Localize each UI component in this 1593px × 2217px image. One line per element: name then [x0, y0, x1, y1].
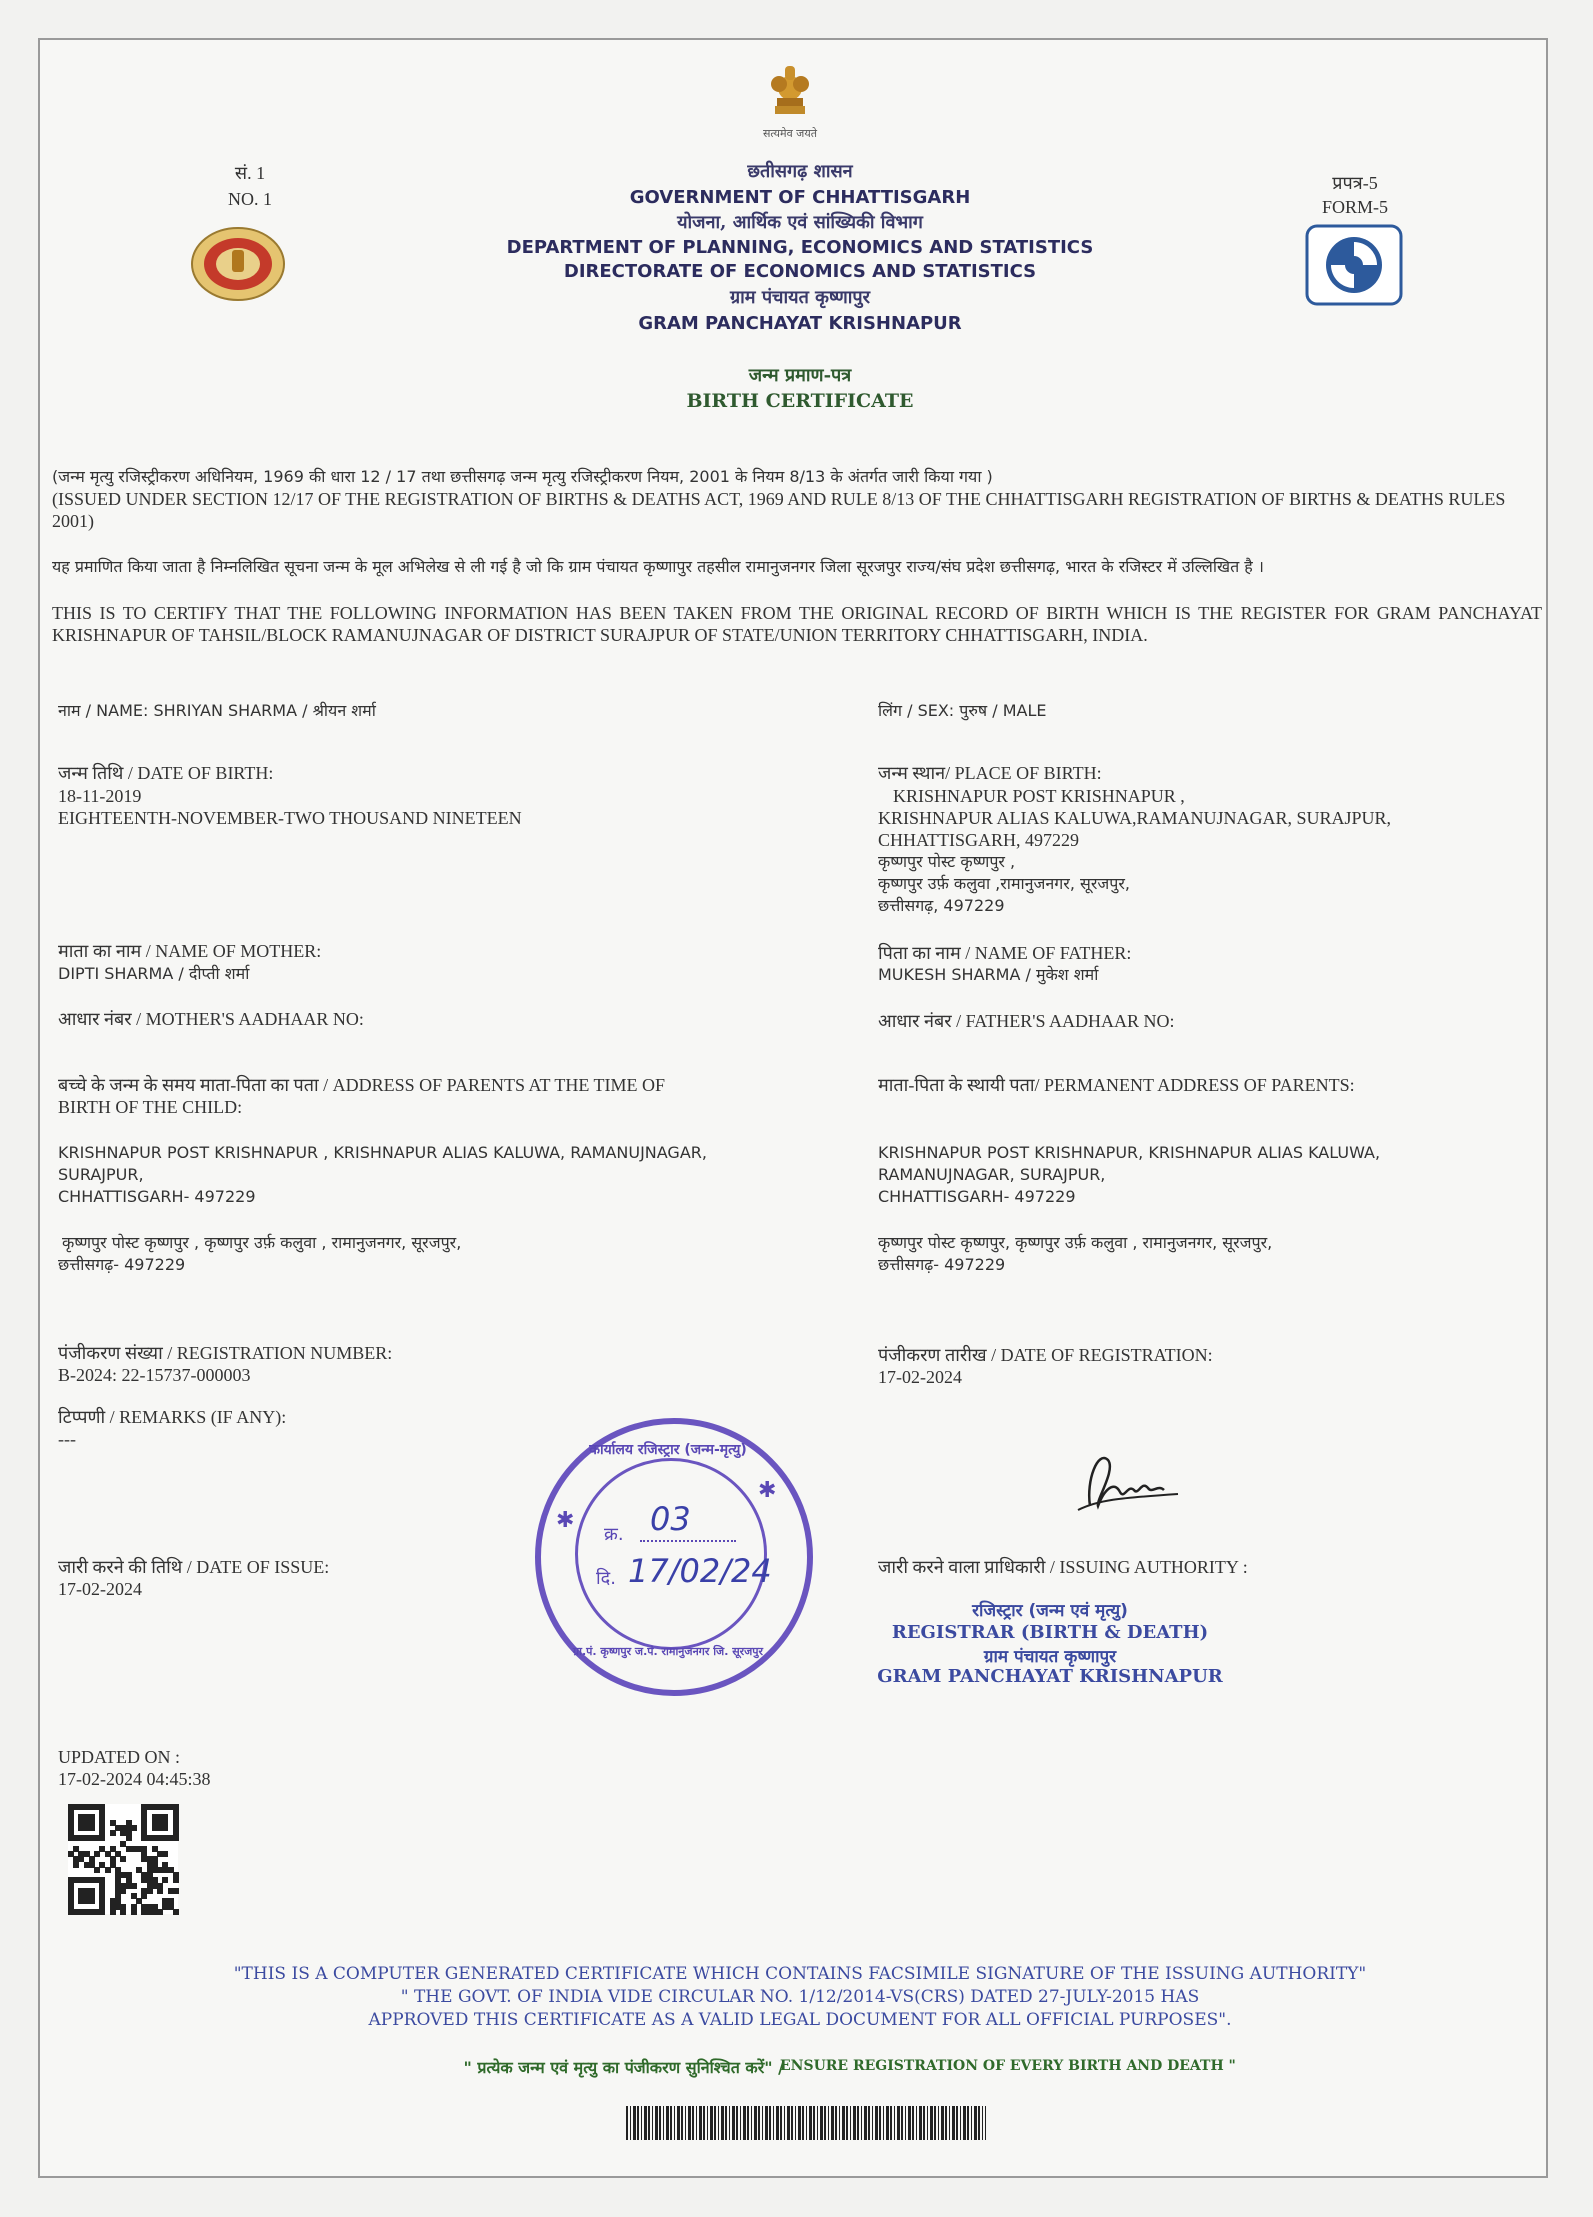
address-at-birth-hi-1: कृष्णपुर पोस्ट कृष्णपुर , कृष्णपुर उर्फ़ कलुवा , रामानुजनगर, सूरजपुर, [62, 1233, 462, 1252]
issuing-authority-label: जारी करने वाला प्राधिकारी / ISSUING AUTHORITY : [878, 1557, 1248, 1577]
form-hindi: प्रपत्र-5 [1332, 173, 1378, 193]
pob-line-4: कृष्णपुर पोस्ट कृष्णपुर , [878, 852, 1016, 871]
qr-module [131, 1883, 137, 1889]
qr-module [162, 1877, 168, 1883]
stamp-top-text: कार्यालय रजिस्ट्रार (जन्म-मृत्यु) [589, 1442, 747, 1458]
state-seal-icon [190, 226, 286, 302]
qr-module [162, 1825, 168, 1831]
permanent-address-en-1: KRISHNAPUR POST KRISHNAPUR, KRISHNAPUR ALIAS KALUWA, [878, 1143, 1381, 1162]
pob-line-3: CHHATTISGARH, 497229 [878, 830, 1080, 850]
registration-date-label: पंजीकरण तारीख / DATE OF REGISTRATION: [878, 1345, 1213, 1365]
permanent-address-hi-2: छत्तीसगढ़- 497229 [878, 1255, 1006, 1274]
qr-module [73, 1862, 79, 1868]
address-at-birth-en-1: KRISHNAPUR POST KRISHNAPUR , KRISHNAPUR ALIAS KALUWA, RAMANUJNAGAR, [58, 1143, 707, 1162]
stamp-star-left: ✱ [556, 1508, 575, 1533]
emblem-motto: सत्यमेव जयते [762, 127, 817, 140]
qr-module [157, 1888, 163, 1894]
dob-label: जन्म तिथि / DATE OF BIRTH: [58, 763, 274, 783]
qr-module [141, 1893, 147, 1899]
pob-line-5: कृष्णपुर उर्फ़ कलुवा ,रामानुजनगर, सूरजपुर, [878, 874, 1130, 893]
permanent-address-en-3: CHHATTISGARH- 497229 [878, 1187, 1076, 1206]
qr-module [126, 1835, 132, 1841]
panchayat-hindi: ग्राम पंचायत कृष्णापुर [729, 287, 870, 308]
stamp-bottom-text: ग्रा.पं. कृष्णपुर ज.पं. रामानुजनगर जि. सूरजपुर [572, 1645, 764, 1658]
qr-code[interactable] [68, 1804, 178, 1914]
qr-module [147, 1888, 153, 1894]
certificate-title-english: BIRTH CERTIFICATE [686, 390, 914, 412]
stamp-number-value: 03 [650, 1500, 691, 1538]
qr-module [89, 1825, 95, 1831]
qr-module [110, 1909, 116, 1915]
registration-number-label: पंजीकरण संख्या / REGISTRATION NUMBER: [58, 1343, 393, 1363]
number-english: NO. 1 [228, 189, 272, 209]
father-aadhaar-label: आधार नंबर / FATHER'S AADHAAR NO: [878, 1011, 1175, 1031]
form-english: FORM-5 [1321, 197, 1388, 217]
permanent-address-hi-1: कृष्णपुर पोस्ट कृष्णपुर, कृष्णपुर उर्फ़ कलुवा , रामानुजनगर, सूरजपुर, [878, 1233, 1273, 1252]
qr-module [120, 1856, 126, 1862]
pob-line-6: छत्तीसगढ़, 497229 [878, 896, 1005, 915]
address-at-birth-label-1: बच्चे के जन्म के समय माता-पिता का पता / ADDRESS OF PARENTS AT THE TIME OF [58, 1075, 666, 1095]
national-emblem-icon [765, 62, 815, 124]
qr-module [131, 1909, 137, 1915]
footer-line-2: " THE GOVT. OF INDIA VIDE CIRCULAR NO. 1/12/2014-VS(CRS) DATED 27-JULY-2015 HAS [400, 1987, 1200, 2007]
qr-module [89, 1898, 95, 1904]
issued-under-english: (ISSUED UNDER SECTION 12/17 OF THE REGISTRATION OF BIRTHS & DEATHS ACT, 1969 AND RULE 8/13 OF THE CHHATTISGARH REGISTRATION OF BIRTHS & DEATHS RULES 2001) [52, 489, 1506, 531]
qr-module [110, 1830, 116, 1836]
updated-on-label: UPDATED ON : [58, 1747, 181, 1767]
authority-hindi: रजिस्ट्रार (जन्म एवं मृत्यु) [972, 1601, 1128, 1621]
mother-name-value: DIPTI SHARMA / दीप्ती शर्मा [58, 964, 250, 983]
qr-module [120, 1888, 126, 1894]
qr-module [173, 1909, 179, 1915]
stamp-number-prefix: क्र. [604, 1524, 624, 1545]
state-name-hindi: छतीसगढ़ शासन [747, 161, 853, 182]
dob-value: 18-11-2019 [58, 786, 142, 806]
authority-english: REGISTRAR (BIRTH & DEATH) [891, 1622, 1209, 1643]
authority-panchayat-english: GRAM PANCHAYAT KRISHNAPUR [877, 1666, 1223, 1687]
dob-words: EIGHTEENTH-NOVEMBER-TWO THOUSAND NINETEEN [58, 808, 522, 828]
qr-module [99, 1909, 105, 1915]
qr-module [120, 1909, 126, 1915]
registration-number-value: B-2024: 22-15737-000003 [58, 1365, 251, 1385]
stamp-star-right: ✱ [758, 1478, 777, 1503]
footer-line-1: "THIS IS A COMPUTER GENERATED CERTIFICATE WHICH CONTAINS FACSIMILE SIGNATURE OF THE ISSUING AUTHORITY" [233, 1964, 1367, 1984]
mother-name-label: माता का नाम / NAME OF MOTHER: [58, 941, 322, 961]
permanent-address-label: माता-पिता के स्थायी पता/ PERMANENT ADDRESS OF PARENTS: [878, 1075, 1355, 1095]
address-at-birth-label-2: BIRTH OF THE CHILD: [58, 1097, 243, 1117]
directorate-english: DIRECTORATE OF ECONOMICS AND STATISTICS [563, 261, 1037, 282]
state-name-english: GOVERNMENT OF CHHATTISGARH [629, 187, 971, 208]
qr-module [173, 1877, 179, 1883]
father-name-label: पिता का नाम / NAME OF FATHER: [878, 943, 1132, 963]
slogan-english: ENSURE REGISTRATION OF EVERY BIRTH AND DEATH " [780, 2058, 1236, 2074]
signature-icon [1068, 1440, 1188, 1530]
qr-module [94, 1867, 100, 1873]
certify-hindi: यह प्रमाणित किया जाता है निम्नलिखित सूचना जन्म के मूल अभिलेख से ली गई है जो कि ग्राम पंचायत कृष्णापुर तहसील रामानुजनगर जिला सूरजपुर राज्य/संघ प्रदेश छत्तीसगढ़, भारत के रजिस्टर में उल्लिखित है । [52, 557, 1264, 576]
pob-line-2: KRISHNAPUR ALIAS KALUWA,RAMANUJNAGAR, SURAJPUR, [878, 808, 1392, 828]
child-name: नाम / NAME: SHRIYAN SHARMA / श्रीयन शर्मा [58, 701, 376, 720]
department-hindi: योजना, आर्थिक एवं सांख्यिकी विभाग [677, 212, 923, 233]
certify-english: THIS IS TO CERTIFY THAT THE FOLLOWING INFORMATION HAS BEEN TAKEN FROM THE ORIGINAL RECORD OF BIRTH WHICH IS THE REGISTER FOR GRAM PANCHAYAT KRISHNAPUR OF TAHSIL/BLOCK RAMANUJNAGAR OF DISTRICT SURAJPUR OF STATE/UNION TERRITORY CHHATTISGARH, INDIA. [52, 603, 1542, 645]
permanent-address-en-2: RAMANUJNAGAR, SURAJPUR, [878, 1165, 1106, 1184]
crs-logo-icon [1305, 224, 1403, 306]
stamp-number-underline [640, 1540, 736, 1542]
qr-module [173, 1888, 179, 1894]
qr-module [131, 1825, 137, 1831]
qr-module [94, 1851, 100, 1857]
pob-line-1: KRISHNAPUR POST KRISHNAPUR , [893, 786, 1185, 806]
address-at-birth-en-3: CHHATTISGARH- 497229 [58, 1187, 256, 1206]
qr-module [99, 1835, 105, 1841]
department-english: DEPARTMENT OF PLANNING, ECONOMICS AND STATISTICS [506, 237, 1094, 258]
address-at-birth-hi-2: छत्तीसगढ़- 497229 [58, 1255, 186, 1274]
panchayat-english: GRAM PANCHAYAT KRISHNAPUR [638, 313, 962, 334]
mother-aadhaar-label: आधार नंबर / MOTHER'S AADHAAR NO: [58, 1009, 364, 1029]
qr-module [105, 1867, 111, 1873]
certificate-title-hindi: जन्म प्रमाण-पत्र [748, 365, 852, 386]
issue-date-value: 17-02-2024 [58, 1579, 142, 1599]
address-at-birth-en-2: SURAJPUR, [58, 1165, 144, 1184]
qr-module [173, 1835, 179, 1841]
number-hindi: सं. 1 [234, 163, 266, 183]
updated-on-value: 17-02-2024 04:45:38 [58, 1769, 211, 1789]
stamp-date-prefix: दि. [596, 1568, 616, 1589]
stamp-date-value: 17/02/24 [628, 1552, 772, 1590]
qr-module [157, 1909, 163, 1915]
child-sex: लिंग / SEX: पुरुष / MALE [878, 701, 1047, 720]
registration-date-value: 17-02-2024 [878, 1367, 962, 1387]
issued-under-hindi: (जन्म मृत्यु रजिस्ट्रीकरण अधिनियम, 1969 की धारा 12 / 17 तथा छत्तीसगढ़ जन्म मृत्यु रजिस्ट्रीकरण नियम, 2001 के नियम 8/13 के अंतर्गत जारी किया गया ) [52, 467, 993, 486]
qr-module [162, 1851, 168, 1857]
father-name-value: MUKESH SHARMA / मुकेश शर्मा [878, 965, 1099, 984]
barcode [626, 2106, 986, 2140]
slogan-hindi: " प्रत्येक जन्म एवं मृत्यु का पंजीकरण सुनिश्चित करें" / [463, 2058, 784, 2077]
pob-label: जन्म स्थान/ PLACE OF BIRTH: [878, 763, 1102, 783]
issue-date-label: जारी करने की तिथि / DATE OF ISSUE: [58, 1557, 330, 1577]
remarks-label: टिप्पणी / REMARKS (IF ANY): [58, 1407, 287, 1427]
remarks-value: --- [58, 1429, 76, 1449]
authority-panchayat-hindi: ग्राम पंचायत कृष्णापुर [983, 1647, 1117, 1667]
footer-line-3: APPROVED THIS CERTIFICATE AS A VALID LEGAL DOCUMENT FOR ALL OFFICIAL PURPOSES". [368, 2010, 1232, 2030]
